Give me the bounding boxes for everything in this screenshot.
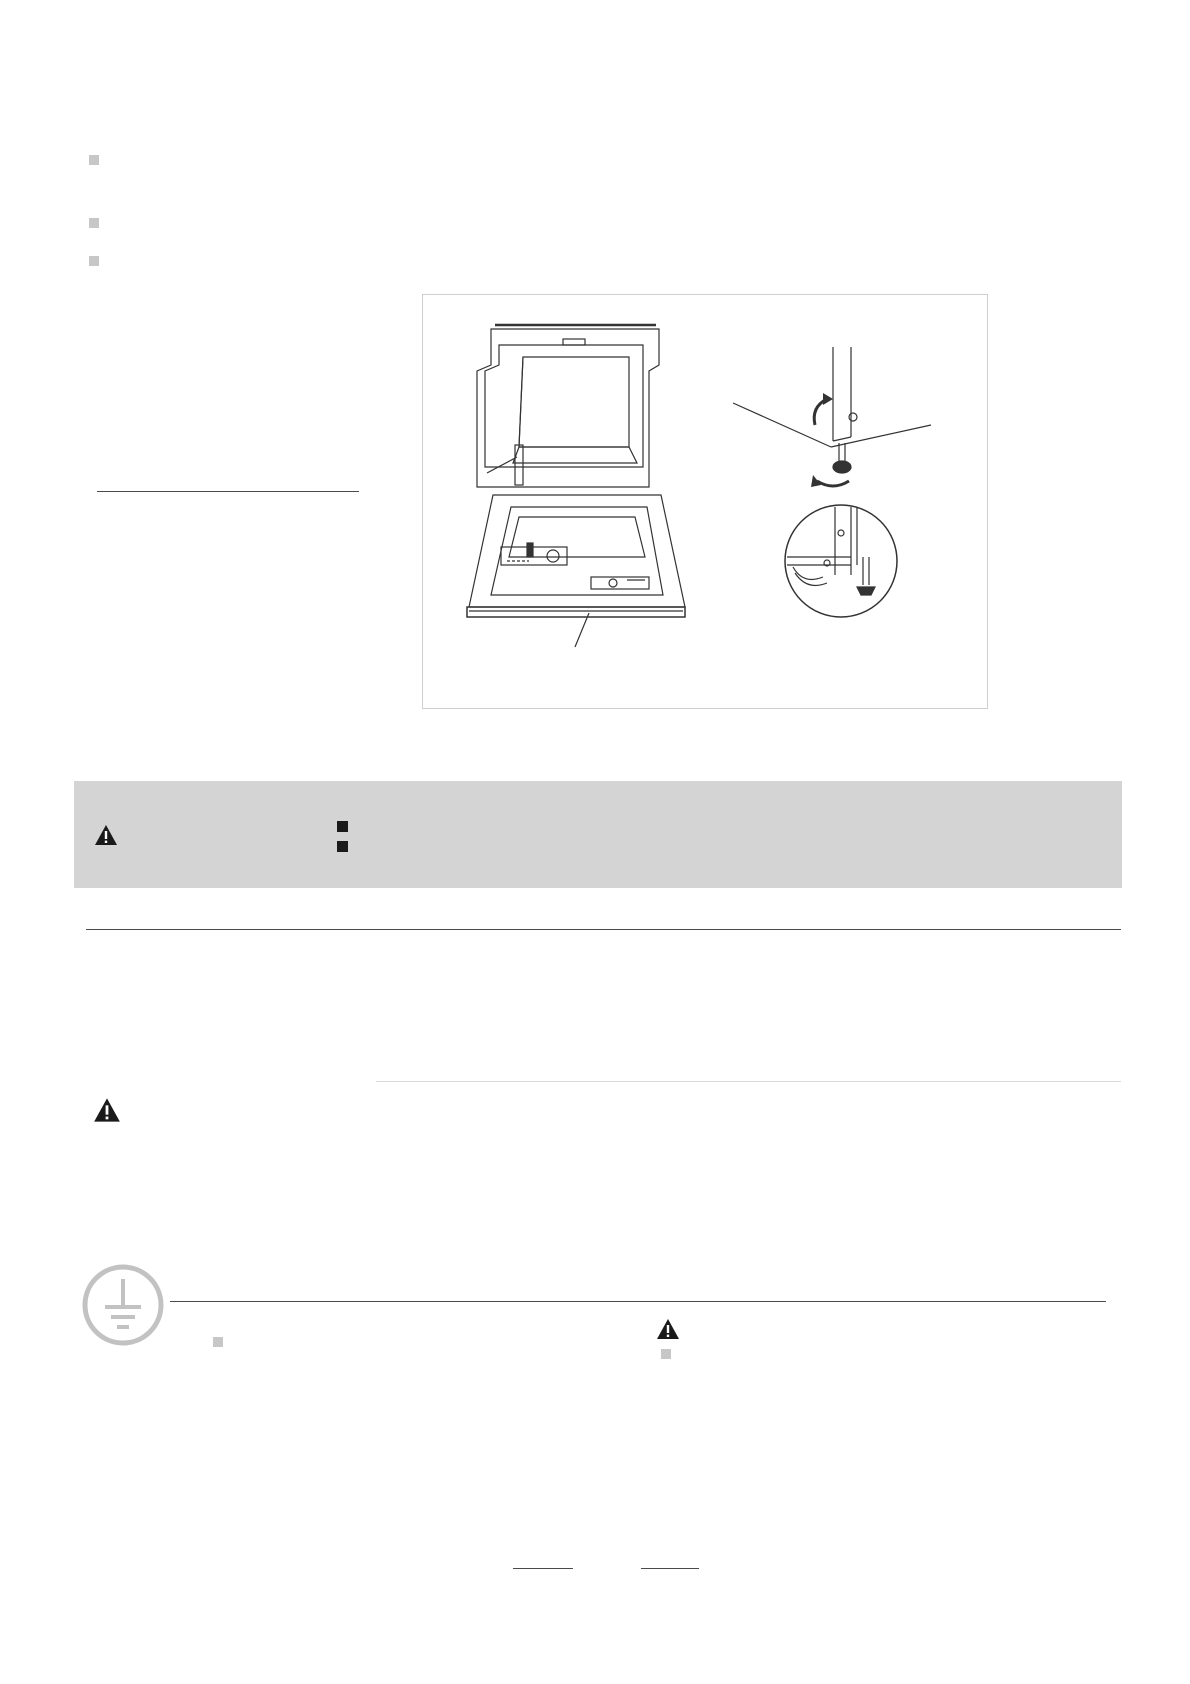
- protective-earth-icon: [81, 1263, 165, 1347]
- warning-panel: [74, 781, 1122, 888]
- top-bullet-2: [89, 218, 99, 228]
- leveling-foot-drawing: [733, 347, 931, 617]
- earth-section-rule: [170, 1301, 1106, 1302]
- warning-triangle-icon: [656, 1318, 680, 1340]
- section-divider: [86, 929, 1121, 930]
- installation-drawing: [423, 295, 987, 708]
- warning-triangle-icon: [94, 824, 118, 846]
- installation-figure: [422, 294, 988, 709]
- top-bullet-1: [89, 155, 99, 165]
- earth-bullet-left: [213, 1337, 223, 1347]
- dishwasher-drawing: [467, 325, 685, 647]
- left-section-rule: [97, 491, 359, 492]
- warning-triangle-icon: [93, 1097, 121, 1123]
- earth-bullet-right: [661, 1349, 671, 1359]
- top-bullet-3: [89, 256, 99, 266]
- footer-line-2: [641, 1568, 699, 1569]
- faint-divider: [376, 1081, 1121, 1082]
- footer-line-1: [513, 1568, 573, 1569]
- warning-bullet-2: [337, 841, 348, 852]
- warning-bullet-1: [337, 821, 348, 832]
